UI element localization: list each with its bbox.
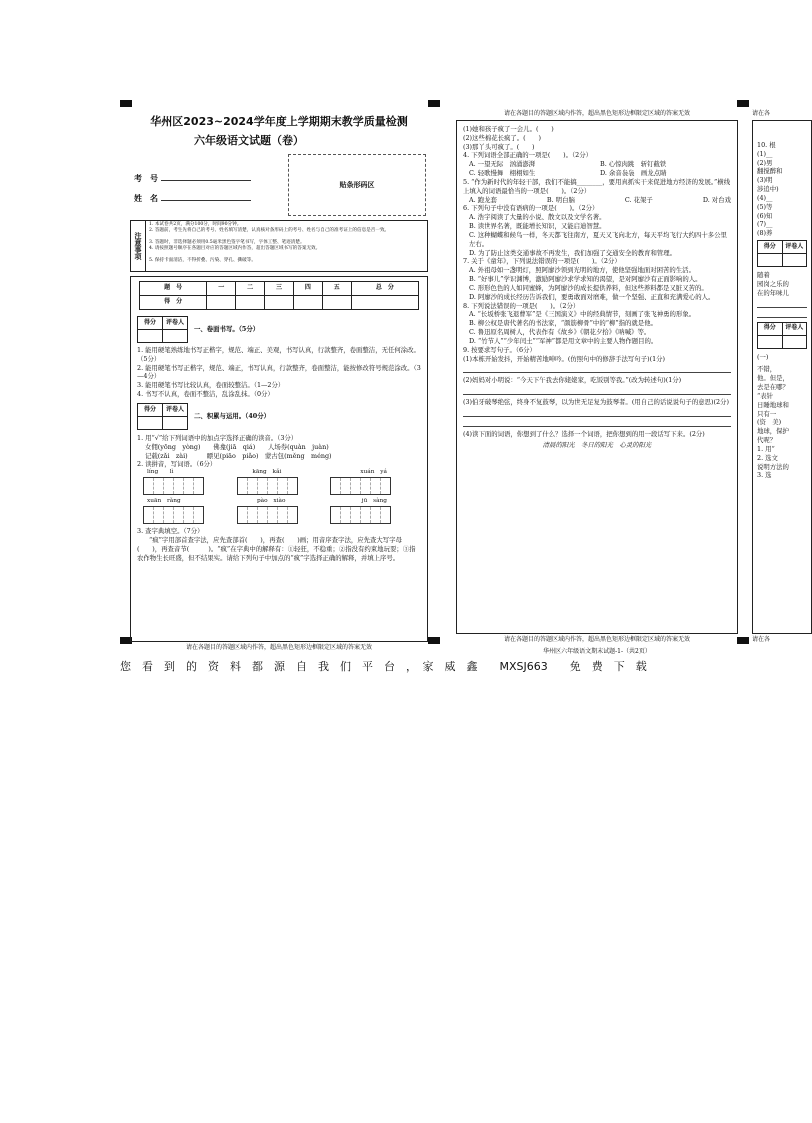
- question-4: 4. 下列词语全部正确的一项是( )。（2分）: [463, 151, 593, 160]
- registration-mark-bottom-right: [737, 637, 749, 644]
- question-3: 3. 查字典填空。（7分）: [137, 527, 204, 536]
- right-text: 不错，: [757, 365, 777, 374]
- right-text: 只有一: [757, 409, 777, 418]
- question-10: 10. 根: [757, 141, 776, 149]
- q3-item[interactable]: (1)她和孩子疯了一会儿。( ): [463, 125, 554, 133]
- registration-mark-top-middle: [428, 100, 440, 107]
- pinyin-label: jū sàng: [361, 498, 387, 505]
- exam-subtitle: 六年级语文试题（卷）: [194, 134, 304, 148]
- right-top-note: 请在各: [752, 110, 771, 117]
- notes-item: 3. 答题时，非选择题必须用0.5毫米黑色签字笔书写，字体工整、笔迹清楚。: [149, 240, 305, 246]
- q8-option[interactable]: B. 柳公权是唐代著名的书法家，“颜筋柳骨”中的“柳”指的就是他。: [469, 319, 657, 328]
- exam-number-row: [134, 172, 274, 184]
- right-item: (8)养: [757, 229, 773, 238]
- grader-table: [757, 322, 807, 349]
- q6-option[interactable]: B. 读世界名著，既能增长知识，又能启迪智慧。: [469, 222, 606, 231]
- right-item: (1)__: [757, 149, 773, 158]
- score-header: 三: [265, 282, 294, 296]
- grader-reviewer-cell[interactable]: [163, 416, 188, 429]
- score-cell[interactable]: [293, 296, 322, 310]
- left-answer-box: [130, 276, 428, 642]
- right-item: 翻搅醉和: [757, 167, 783, 176]
- q4-option[interactable]: C. 轻歌慢舞 栩栩如生: [469, 169, 536, 178]
- middle-bottom-note: 请在各题目的答题区域内作答，超出黑色矩形边框限定区域的答案无效: [503, 636, 690, 643]
- grader-table: [757, 240, 807, 267]
- barcode-area: [288, 154, 426, 216]
- q9-words: 清晨的阳光 冬日的阳光 心灵的阳光: [542, 440, 652, 449]
- section-1-item: 1. 能用硬笔熟练地书写正楷字，规范、端正、美观，书写认真，行款整齐，卷面整洁，无任何涂改。（5分）: [137, 346, 420, 363]
- q5-option[interactable]: C. 花架子: [624, 195, 653, 204]
- name-label: 姓 名: [134, 193, 158, 203]
- page-footer: 华州区六年级语文期末试题-1-（共2页）: [543, 648, 651, 655]
- pinyin-label: xuán yá: [360, 469, 387, 476]
- right-text: 代呢？: [757, 436, 777, 445]
- grader-reviewer-cell[interactable]: [782, 335, 807, 348]
- q8-option[interactable]: C. 鲁迅原名周树人，代表作有《故乡》《朝花夕拾》《呐喊》等。: [469, 328, 651, 337]
- right-text: 2. 选文: [757, 453, 778, 462]
- right-item: (4)__: [757, 193, 773, 202]
- q4-options-row: [463, 160, 731, 169]
- writing-grid[interactable]: [237, 506, 298, 524]
- q9-part: (2)妈妈对小明说：“今天下午我去你姥姥家，吃饭别等我。”(改为转述句)(1分): [463, 376, 682, 385]
- grader-reviewer-label: 评卷人: [163, 403, 188, 416]
- pinyin-row: [147, 469, 387, 477]
- score-row-label: 得 分: [140, 296, 207, 310]
- name-row: [134, 192, 274, 204]
- question-1: 1. 用“√”给下列词语中的加点字选择正确的读音。（3分）: [137, 433, 298, 442]
- q8-option[interactable]: D. “竹节人”“少年闰土”“军神”都是用文章中的主要人物作题目的。: [469, 336, 658, 345]
- right-column: [752, 110, 804, 643]
- registration-mark-top-left: [120, 100, 132, 107]
- right-text: 3. 选: [757, 471, 772, 480]
- answer-line[interactable]: [463, 417, 731, 427]
- q5-option[interactable]: A. 跑龙套: [469, 195, 497, 204]
- right-answer-box: [752, 120, 812, 634]
- q4-option[interactable]: A. 一望无际 汹涌澎湃: [469, 160, 536, 169]
- pinyin-label: kāng kǎi: [252, 469, 282, 476]
- grader-score-label: 得分: [758, 322, 783, 335]
- score-cell[interactable]: [207, 296, 236, 310]
- answer-line[interactable]: [757, 308, 807, 318]
- grader-table: [137, 403, 188, 430]
- grader-score-cell[interactable]: [758, 254, 783, 267]
- right-text: 他。但是，: [757, 374, 789, 383]
- right-item: (6)知: [757, 211, 773, 220]
- writing-grid[interactable]: [330, 477, 391, 495]
- exam-title: 华州区2023~2024学年度上学期期末教学质量检测: [150, 115, 408, 128]
- q5-option[interactable]: D. 对台戏: [702, 195, 731, 204]
- question-9: 9. 按要求写句子。（6分）: [463, 345, 536, 354]
- section-1-title: 一、卷面书写。（5分）: [194, 325, 260, 334]
- q4-option[interactable]: B. 心惊肉跳 斩钉截铁: [600, 160, 667, 169]
- score-cell[interactable]: [265, 296, 294, 310]
- grader-table: [137, 316, 188, 343]
- right-text: 1. 用“: [757, 444, 775, 453]
- score-cell[interactable]: [236, 296, 265, 310]
- grader-score-cell[interactable]: [138, 416, 163, 429]
- right-item: 涉追中): [757, 185, 779, 194]
- promo-line: 您 看 到 的 资 料 都 源 自 我 们 平 台 ， 家 威 鑫 MXSJ663 免 费 下 载: [120, 660, 647, 673]
- section-2-title: 二、积累与运用。（40分）: [194, 412, 270, 421]
- q3-item[interactable]: (3)那丫头可疯了。( ): [463, 142, 535, 151]
- pinyin-label: pào xiào: [256, 498, 286, 505]
- writing-grid-row: [143, 506, 391, 524]
- q4-option[interactable]: D. 余音袅袅 画龙点睛: [600, 169, 667, 178]
- notes-box: [130, 220, 428, 272]
- pinyin-label: líng lì: [147, 469, 174, 476]
- pinyin-label: xuān rǎng: [147, 498, 181, 505]
- grader-score-label: 得分: [758, 241, 783, 254]
- question-1-row[interactable]: 女佣(yōng yòng) 佛龛(jiā qiá) 人场券(quàn juàn): [145, 442, 329, 451]
- section-1-item: 2. 能用硬笔书写正楷字，规范、端正，书写认真，行款整齐，卷面整洁，能按修改符号规范涂改。（3—4分）: [137, 363, 421, 381]
- left-border-note: 请在各题目的答题区域内作答，超出黑色矩形边框限定区域的答案无效: [185, 644, 372, 651]
- q7-option[interactable]: C. 形形色色的人如同蜜蜂，为阿廖沙的成长提供养料，但这些养料都是又脏又苦的。: [469, 283, 708, 292]
- q7-option[interactable]: B. “好事儿”学识渊博，激励阿廖沙求学求知的渴望，是对阿廖沙有正面影响的人。: [469, 275, 702, 284]
- question-2: 2. 读拼音，写词语。（6分）: [137, 460, 217, 469]
- score-header: 二: [236, 282, 265, 296]
- grader-score-label: 得分: [138, 403, 163, 416]
- q3-item[interactable]: (2)这些棉花长疯了。( ): [463, 133, 541, 142]
- registration-mark-top-right: [737, 100, 749, 107]
- grader-score-cell[interactable]: [758, 335, 783, 348]
- right-bottom-note: 请在各: [752, 636, 771, 643]
- answer-line[interactable]: [463, 407, 731, 417]
- right-text: 日睡地球和: [757, 400, 789, 409]
- score-cell[interactable]: [322, 296, 351, 310]
- notes-label: 注意事项: [131, 221, 146, 271]
- score-header: 四: [293, 282, 322, 296]
- writing-grid[interactable]: [143, 477, 204, 495]
- q6-option[interactable]: D. 为了防止这类交通事故不再发生，我们加强了交通安全的教育和管理。: [469, 248, 677, 257]
- notes-item: 2. 答题前，考生先将自己的考号、姓名填写清楚，认真核对条形码上的考号、姓名与自己的准考证上的信息是否一致。: [149, 228, 390, 234]
- q5-option[interactable]: B. 明白脑: [546, 195, 575, 204]
- grader-reviewer-label: 评卷人: [782, 241, 807, 254]
- right-text: “表针: [757, 391, 774, 400]
- question-7: 7. 关于《童年》，下列说法错误的一项是( )。（2分）: [463, 257, 621, 266]
- exam-number-field[interactable]: [161, 172, 251, 181]
- right-text: 地球，保护: [757, 427, 789, 436]
- answer-line[interactable]: [757, 298, 807, 308]
- right-text: 在的年味儿: [757, 288, 789, 297]
- question-1-row[interactable]: 记载(zǎi zài) 瞟见(piāo piǎo) 蒙古包(měng méng): [145, 451, 332, 460]
- notes-item: 5. 保持卡面清洁，不得折叠、污染、穿孔、撕破等。: [149, 258, 256, 264]
- q7-option[interactable]: D. 阿廖沙的成长经历告诉我们，要勇敢面对磨难，做一个坚强、正直和充满爱心的人。: [469, 292, 715, 301]
- right-text: 去是在哪？: [757, 383, 789, 392]
- right-item: (7)__: [757, 220, 773, 229]
- writing-grid[interactable]: [237, 477, 298, 495]
- middle-top-note: 请在各题目的答题区域内作答，超出黑色矩形边框限定区域的答案无效: [503, 110, 690, 117]
- middle-column: [456, 110, 738, 655]
- section-1-header: [137, 316, 421, 343]
- score-header: 题 号: [140, 282, 207, 296]
- question-6: 6. 下列句子中没有语病的一项是( )。（2分）: [463, 204, 599, 213]
- grader-reviewer-label: 评卷人: [163, 317, 188, 330]
- right-item: (5)等: [757, 202, 773, 211]
- q7-option[interactable]: A. 外祖母如一盏明灯，照阿廖沙领到光明的地方，使他坚强地面对困苦的生活。: [469, 266, 695, 275]
- right-item: (2)男: [757, 158, 773, 167]
- right-text: (资 美): [757, 418, 782, 427]
- name-field[interactable]: [161, 192, 251, 201]
- writing-grid[interactable]: [330, 506, 391, 524]
- writing-grid[interactable]: [143, 506, 204, 524]
- q9-part: (4)读下面的词语，你想到了什么？选择一个词语，把你想到的用一段话写下来。(2分): [463, 430, 705, 439]
- grader-reviewer-label: 评卷人: [782, 322, 807, 335]
- left-column: [126, 110, 432, 651]
- notes-item: 1. 本试卷共2页，满分100分，时间90分钟。: [149, 222, 242, 227]
- score-table: [139, 281, 419, 310]
- section-2-header: [137, 403, 421, 430]
- middle-answer-box: [456, 120, 738, 634]
- section-1-item: 4. 书写不认真，卷面不整洁，乱涂乱抹。（0分）: [137, 390, 274, 399]
- right-item: (3)明: [757, 176, 773, 185]
- notes-list: [149, 222, 425, 265]
- writing-grid-row: [143, 477, 391, 495]
- barcode-area-label: 贴条形码区: [339, 180, 375, 190]
- question-3-text: “疯”字用部首查字法，应先查部首( )，再查( )画；用音序查字法，应先查大写字母( )，再查音节( )。“疯”在字典中的解释有：①轻狂，不稳重；②指没有约束地玩耍；③指农作物生长旺盛，但不结果实。请给下列句子中加点的“疯”字选择正确的解释，并填上序号。: [137, 536, 416, 562]
- q6-option[interactable]: C. 这种蝴蝶和候鸟一样，冬天都飞往南方，夏天又飞向北方，每天平均飞行大约四十多公里左右。: [469, 230, 727, 248]
- q9-part: (1)本栋开始发抖，开始精苦地呻吟。(仿照句中的修辞手法写句子)(1分): [463, 354, 666, 363]
- q9-part: (3)伯牙破琴绝弦，终身不复鼓琴，以为世无足复为鼓琴者。(用自己的话说说句子的意思)(2分): [463, 398, 729, 407]
- pinyin-row: [147, 498, 387, 506]
- exam-number-label: 考 号: [134, 173, 158, 183]
- grader-score-label: 得分: [138, 317, 163, 330]
- grader-reviewer-cell[interactable]: [163, 330, 188, 343]
- question-5: 5. “作为新时代的年轻干部，我们不能搞________，要用真抓实干来促进地方经济的发展。”横线上填入的词语最恰当的一项是( )。（2分）: [463, 177, 731, 195]
- right-section-title: (一): [757, 352, 769, 361]
- right-text: 说明方法的: [757, 462, 789, 471]
- section-1-item: 3. 能用硬笔书写比较认真，卷面较整洁。（1—2分）: [137, 381, 285, 390]
- grader-reviewer-cell[interactable]: [782, 254, 807, 267]
- score-header: 总 分: [351, 282, 418, 296]
- q4-options-row: [463, 169, 731, 178]
- answer-line[interactable]: [463, 385, 731, 395]
- answer-line[interactable]: [463, 363, 731, 373]
- q8-option[interactable]: A. “长坂桥张飞退曹军”是《三国演义》中的经典情节，刻画了张飞神勇的形象。: [469, 310, 696, 319]
- score-header: 一: [207, 282, 236, 296]
- question-8: 8. 下列说法错误的一项是( )。（2分）: [463, 301, 580, 310]
- notes-item: 4. 请按照题号顺序在各题目对应的答题区域内作答，超出答题区域书写的答案无效。: [149, 246, 321, 252]
- right-text: 园岗之乐的: [757, 279, 789, 288]
- score-header: 五: [322, 282, 351, 296]
- right-text: 随着: [757, 271, 770, 280]
- grader-score-cell[interactable]: [138, 330, 163, 343]
- q6-option[interactable]: A. 浩宇阅读了大量的小说、散文以及文学名著。: [469, 213, 606, 222]
- score-cell[interactable]: [351, 296, 418, 310]
